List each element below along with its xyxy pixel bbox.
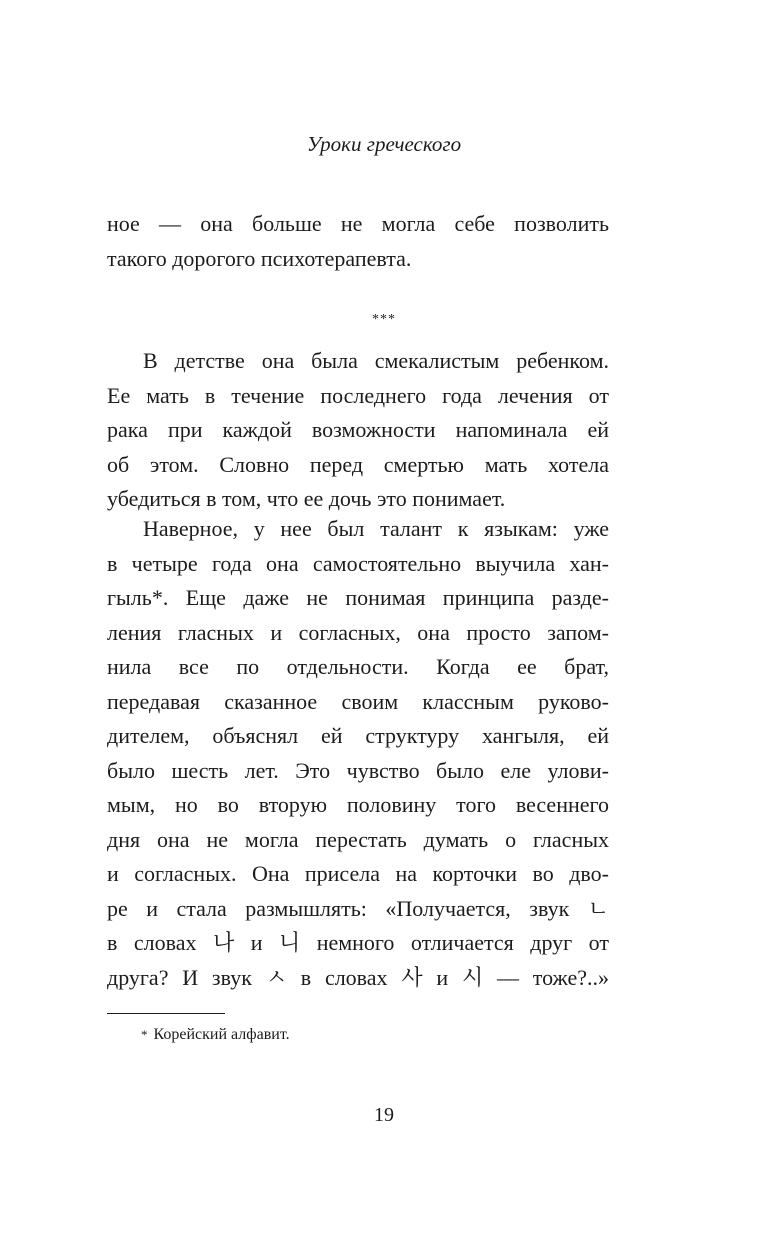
text-line: Наверное, у нее был талант к языкам: уже xyxy=(143,516,609,541)
text-line: рака при каждой возможности напоминала ей xyxy=(107,417,609,442)
text-line: В детстве она была смекалистым ребенком. xyxy=(143,348,609,373)
text-line: ное — она больше не могла себе позволить xyxy=(107,211,609,236)
footnote xyxy=(141,1023,290,1047)
continuation-text xyxy=(107,207,609,276)
text-line: дня она не могла перестать думать о гласных xyxy=(107,826,609,852)
text-line: ре и стала размышлять: «Получается, звук ㄴ xyxy=(107,895,609,921)
text-line: дителем, объяснял ей структуру хангыля, ей xyxy=(107,723,609,748)
text-line: и согласных. Она присела на корточки во дво- xyxy=(107,861,609,886)
text-line: нила все по отдельности. Когда ее брат, xyxy=(107,654,609,679)
text-line: такого дорогого психотерапевта. xyxy=(107,245,412,271)
text-line: об этом. Словно перед смертью мать хотела xyxy=(107,451,609,477)
text-line: передавая сказанное своим классным руково- xyxy=(107,688,609,714)
footnote-divider xyxy=(107,1013,225,1014)
text-line: гыль*. Еще даже не понимая принципа разде- xyxy=(107,585,609,610)
text-line: друга? И звук ㅅ в словах 사 и 시 — тоже?..» xyxy=(107,964,609,990)
text-line: было шесть лет. Это чувство было еле улови- xyxy=(107,757,609,783)
section-separator: *** xyxy=(372,312,396,327)
text-line: мым, но во вторую половину того весеннего xyxy=(107,792,609,817)
paragraph-2 xyxy=(107,512,609,995)
footnote-mark: * xyxy=(141,1027,148,1042)
running-head: Уроки греческого xyxy=(306,132,462,156)
page-number: 19 xyxy=(374,1104,394,1126)
text-line: ления гласных и согласных, она просто запом- xyxy=(107,619,609,645)
footnote-text: Корейский алфавит. xyxy=(153,1026,290,1043)
text-line: в словах 나 и 니 немного отличается друг от xyxy=(107,930,609,955)
text-line: убедиться в том, что ее дочь это понимает. xyxy=(107,486,506,511)
text-line: в четыре года она самостоятельно выучила хан- xyxy=(107,550,609,576)
paragraph-1 xyxy=(107,344,609,517)
text-line: Ее мать в течение последнего года лечения от xyxy=(107,382,609,408)
